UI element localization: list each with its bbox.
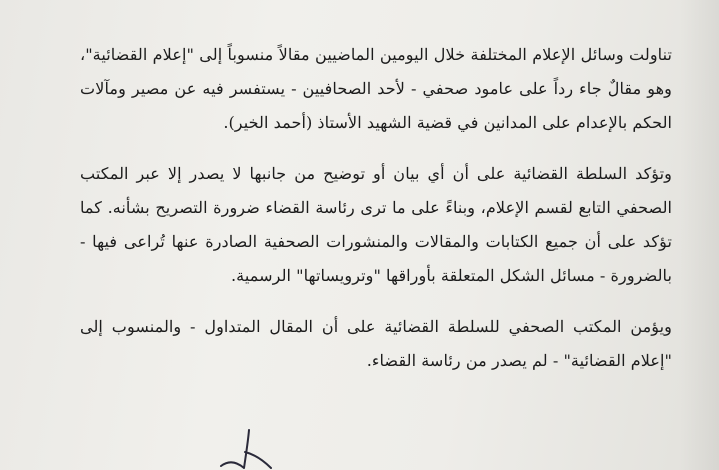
paragraph-article-report: تناولت وسائل الإعلام المختلفة خلال اليومين الماضيين مقالاً منسوباً إلى "إعلام القضائية"، وهو مقالٌ جاء رداً على عامود صحفي - لأحد الصحافيين - يستفسر فيه عن مصير ومآلات الحكم بالإعدام على المدانين في قضية الشهيد الأستاذ (أحمد الخير). bbox=[80, 45, 672, 132]
signature-mark bbox=[215, 428, 275, 470]
document-body bbox=[80, 38, 672, 395]
paragraph-denial: ويؤمن المكتب الصحفي للسلطة القضائية على أن المقال المتداول - والمنسوب إلى "إعلام القضائية" - لم يصدر من رئاسة القضاء. bbox=[80, 317, 672, 370]
page-edge-shadow bbox=[679, 0, 719, 470]
paragraph-confirmation: وتؤكد السلطة القضائية على أن أي بيان أو توضيح من جانبها لا يصدر إلا عبر المكتب الصحفي التابع لقسم الإعلام، وبناءً على ما ترى رئاسة القضاء ضرورة التصريح بشأنه. كما تؤكد على أن جميع الكتابات والمقالات والمنشورات الصحفية الصادرة عنها تُراعى فيها - بالضرورة - مسائل الشكل المتعلقة بأوراقها "وترويساتها" الرسمية. bbox=[80, 164, 672, 285]
